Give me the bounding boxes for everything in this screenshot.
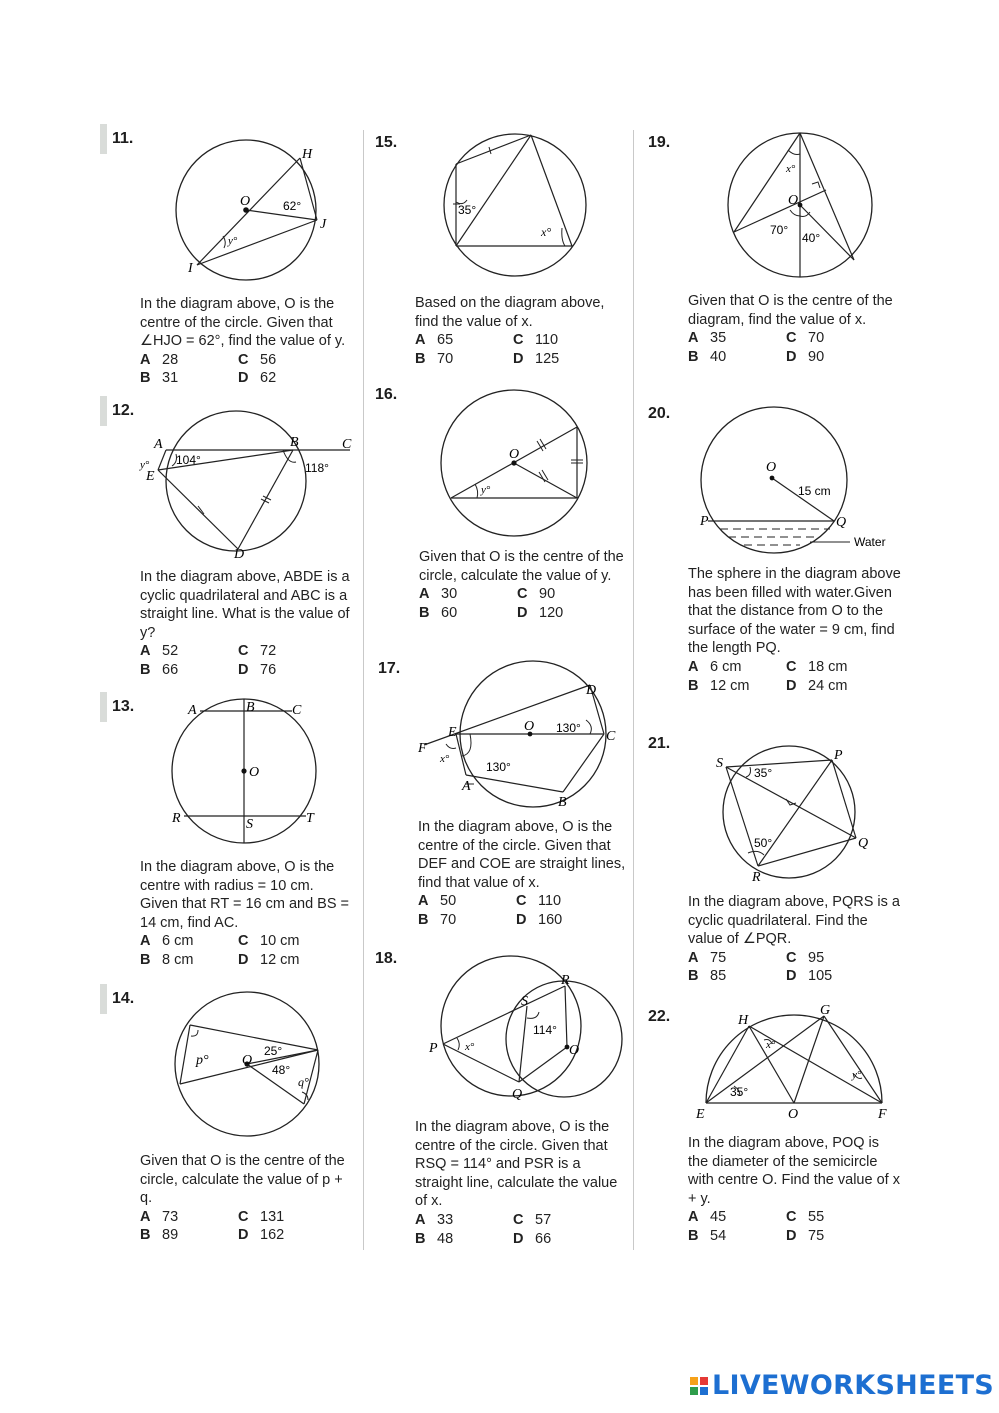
option-c[interactable]: C 10 cm <box>238 933 300 950</box>
diagram-q19 <box>728 132 878 287</box>
svg-text:E: E <box>448 725 457 740</box>
option-b[interactable]: B 66 <box>140 661 179 678</box>
option-b[interactable]: B 8 cm <box>140 951 194 968</box>
question-number: 20. <box>648 405 671 422</box>
svg-text:O: O <box>524 719 535 734</box>
column-divider <box>633 130 634 1250</box>
svg-text:C: C <box>342 437 352 452</box>
question-number: 19. <box>648 134 671 151</box>
option-b[interactable]: B 48 <box>415 1230 454 1247</box>
option-d[interactable]: D 125 <box>513 350 560 367</box>
liveworksheets-logo[interactable] <box>690 1370 994 1401</box>
svg-text:x°: x° <box>440 753 450 765</box>
question-text: Given that O is the centre of the circle, calculate the value of y. A 30 C 90 B 60 D 120 <box>419 548 634 622</box>
diagram-q20 <box>700 405 910 570</box>
question-text: In the diagram above, POQ is the diameter of the semicircle with centre O. Find the value of x + y. A 45 C 55 B 54 D 75 <box>688 1134 903 1246</box>
option-d[interactable]: D 105 <box>786 968 833 985</box>
question-text: In the diagram above, O is the centre with radius = 10 cm. Given that RT = 16 cm and BS = 14 cm, find AC. A 6 cm C 10 cm B 8 cm D 12 cm <box>140 858 355 970</box>
svg-text:118°: 118° <box>305 461 329 475</box>
answer-options <box>688 658 903 695</box>
question-number: 22. <box>648 1008 671 1025</box>
svg-text:x°: x° <box>541 225 552 239</box>
svg-text:y°: y° <box>228 235 238 247</box>
question-number: 18. <box>375 950 398 967</box>
answer-options <box>140 1208 355 1245</box>
svg-text:50°: 50° <box>754 836 773 850</box>
option-c[interactable]: C 55 <box>786 1209 825 1226</box>
option-a[interactable]: A 73 <box>140 1208 179 1225</box>
option-a[interactable]: A 6 cm <box>140 933 194 950</box>
svg-text:p°: p° <box>196 1053 209 1068</box>
svg-text:F: F <box>418 741 427 756</box>
diagram-q14 <box>172 992 332 1147</box>
svg-text:C: C <box>292 703 302 718</box>
question-text: In the diagram above, PQRS is a cyclic quadrilateral. Find the value of ∠PQR. A 75 C 95 B 85 D 105 <box>688 893 903 986</box>
svg-text:y°: y° <box>481 484 491 496</box>
option-d[interactable]: D 12 cm <box>238 951 300 968</box>
answer-options <box>415 331 630 368</box>
svg-text:Q: Q <box>836 515 847 530</box>
svg-text:O: O <box>240 194 251 209</box>
question-text: In the diagram above, O is the centre of the circle. Given that DEF and COE are straight lines, find that value of x. A 50 C 110 B 70 D 160 <box>418 818 633 930</box>
svg-text:I: I <box>188 261 193 276</box>
option-b[interactable]: B 40 <box>688 348 727 365</box>
option-b[interactable]: B 12 cm <box>688 677 750 694</box>
option-a[interactable]: A 52 <box>140 643 179 660</box>
svg-text:y°: y° <box>140 459 150 471</box>
question-number: 17. <box>378 660 401 677</box>
option-c[interactable]: C 18 cm <box>786 658 848 675</box>
diagram-q18 <box>427 954 627 1114</box>
svg-text:D: D <box>586 683 597 698</box>
svg-text:B: B <box>558 795 567 810</box>
svg-text:O: O <box>509 447 520 462</box>
option-c[interactable]: C 90 <box>517 586 556 603</box>
svg-text:70°: 70° <box>770 223 789 237</box>
option-c[interactable]: C 72 <box>238 643 277 660</box>
option-a[interactable]: A 35 <box>688 330 727 347</box>
option-c[interactable]: C 131 <box>238 1208 285 1225</box>
question-number: 21. <box>648 735 671 752</box>
svg-text:H: H <box>302 147 313 162</box>
option-c[interactable]: C 110 <box>516 893 562 910</box>
svg-text:35°: 35° <box>730 1085 749 1099</box>
svg-text:x°: x° <box>786 163 796 175</box>
question-number: 12. <box>100 402 134 420</box>
answer-options <box>140 351 355 388</box>
svg-text:Q: Q <box>512 1087 523 1102</box>
svg-text:O: O <box>788 193 799 208</box>
svg-text:x°: x° <box>766 1039 776 1051</box>
question-number: 13. <box>100 698 134 716</box>
svg-text:y°: y° <box>852 1069 862 1081</box>
svg-text:48°: 48° <box>272 1063 291 1077</box>
option-c[interactable]: C 95 <box>786 949 825 966</box>
answer-options <box>415 1211 630 1248</box>
diagram-q16 <box>439 388 599 548</box>
logo-icon <box>690 1377 708 1395</box>
svg-text:S: S <box>246 817 253 832</box>
svg-text:G: G <box>820 1003 831 1018</box>
svg-text:T: T <box>306 811 314 826</box>
option-c[interactable]: C 110 <box>513 332 559 349</box>
option-d[interactable]: D 76 <box>238 661 277 678</box>
svg-text:P: P <box>429 1041 438 1056</box>
option-a[interactable]: A 75 <box>688 949 727 966</box>
svg-text:130°: 130° <box>556 721 581 735</box>
svg-text:C: C <box>606 729 616 744</box>
svg-text:A: A <box>188 703 197 718</box>
option-d[interactable]: D 66 <box>513 1230 552 1247</box>
option-b[interactable]: B 89 <box>140 1227 179 1244</box>
svg-text:O: O <box>242 1053 253 1068</box>
option-d[interactable]: D 120 <box>517 604 564 621</box>
diagram-q15 <box>443 132 593 287</box>
option-c[interactable]: C 70 <box>786 330 825 347</box>
diagram-q12 <box>138 406 368 561</box>
question-text: The sphere in the diagram above has been filled with water.Given that the distance from O to the surface of the water = 9 cm, find the length PQ. A 6 cm C 18 cm B 12 cm D 24 cm <box>688 565 903 695</box>
svg-text:104°: 104° <box>176 453 201 467</box>
svg-text:Water: Water <box>854 535 886 549</box>
question-text: Given that O is the centre of the circle, calculate the value of p + q. A 73 C 131 B 89 D 162 <box>140 1152 355 1245</box>
option-a[interactable]: A 30 <box>419 586 458 603</box>
column-divider <box>363 130 364 1250</box>
question-text: Based on the diagram above, find the value of x. A 65 C 110 B 70 D 125 <box>415 294 630 368</box>
option-a[interactable]: A 33 <box>415 1211 454 1228</box>
svg-text:O: O <box>249 765 260 780</box>
option-a[interactable]: A 28 <box>140 351 179 368</box>
svg-text:35°: 35° <box>458 203 477 217</box>
option-b[interactable]: B 54 <box>688 1227 727 1244</box>
svg-text:R: R <box>752 870 761 885</box>
question-number: 14. <box>100 990 134 1008</box>
answer-options <box>140 932 355 969</box>
option-b[interactable]: B 85 <box>688 968 727 985</box>
option-b[interactable]: B 70 <box>415 350 454 367</box>
brand-name: LIVEWORKSHEETS <box>712 1370 995 1401</box>
svg-text:J: J <box>320 217 327 232</box>
svg-text:35°: 35° <box>754 766 773 780</box>
svg-text:130°: 130° <box>486 760 511 774</box>
svg-text:A: A <box>462 779 471 794</box>
svg-text:114°: 114° <box>533 1023 557 1037</box>
option-d[interactable]: D 160 <box>516 911 563 928</box>
svg-text:A: A <box>154 437 163 452</box>
svg-text:P: P <box>700 514 709 529</box>
svg-text:R: R <box>172 811 181 826</box>
option-d[interactable]: D 62 <box>238 370 277 387</box>
answer-options <box>688 1208 903 1245</box>
svg-text:F: F <box>878 1107 887 1122</box>
svg-text:B: B <box>246 700 255 715</box>
option-c[interactable]: C 56 <box>238 351 277 368</box>
svg-text:R: R <box>561 973 570 988</box>
question-text: In the diagram above, O is the centre of the circle. Given that ∠HJO = 62°, find the value of y. A 28 C 56 B 31 D 62 <box>140 295 355 388</box>
option-a[interactable]: A 6 cm <box>688 658 742 675</box>
question-text: Given that O is the centre of the diagram, find the value of x. A 35 C 70 B 40 D 90 <box>688 292 903 366</box>
svg-text:P: P <box>834 748 843 763</box>
diagram-q11 <box>170 132 330 282</box>
svg-text:q°: q° <box>298 1075 309 1089</box>
svg-text:62°: 62° <box>283 199 302 213</box>
svg-text:O: O <box>788 1107 799 1122</box>
option-b[interactable]: B 70 <box>418 911 457 928</box>
option-a[interactable]: A 45 <box>688 1209 727 1226</box>
option-a[interactable]: A 50 <box>418 893 457 910</box>
option-d[interactable]: D 24 cm <box>786 677 848 694</box>
svg-text:D: D <box>234 547 245 562</box>
diagram-q17 <box>418 660 618 815</box>
question-text: In the diagram above, ABDE is a cyclic quadrilateral and ABC is a straight line. What is the value of y? A 52 C 72 B 66 D 76 <box>140 568 355 680</box>
diagram-q22 <box>694 1004 904 1129</box>
diagram-q13 <box>170 698 330 848</box>
svg-text:40°: 40° <box>802 231 821 245</box>
option-c[interactable]: C 57 <box>513 1211 552 1228</box>
answer-options <box>419 585 634 622</box>
svg-text:Q: Q <box>858 836 869 851</box>
question-text: In the diagram above, O is the centre of the circle. Given that RSQ = 114° and PSR is a straight line, calculate the value of x. A 33 C 57 B 48 D 66 <box>415 1118 630 1248</box>
svg-text:B: B <box>290 435 299 450</box>
answer-options <box>418 892 633 929</box>
question-number: 16. <box>375 386 398 403</box>
svg-text:25°: 25° <box>264 1044 283 1058</box>
option-b[interactable]: B 60 <box>419 604 458 621</box>
question-number: 11. <box>100 130 133 148</box>
diagram-q21 <box>710 745 890 890</box>
svg-text:x°: x° <box>465 1041 475 1053</box>
svg-text:S: S <box>521 994 528 1009</box>
option-b[interactable]: B 31 <box>140 370 179 387</box>
svg-text:O: O <box>569 1043 580 1058</box>
svg-text:E: E <box>146 469 155 484</box>
svg-text:O: O <box>766 460 777 475</box>
question-number: 15. <box>375 134 398 151</box>
answer-options <box>140 642 355 679</box>
answer-options <box>688 949 903 986</box>
option-a[interactable]: A 65 <box>415 332 454 349</box>
option-d[interactable]: D 162 <box>238 1227 285 1244</box>
svg-text:15 cm: 15 cm <box>798 484 831 498</box>
svg-text:S: S <box>716 756 723 771</box>
option-d[interactable]: D 75 <box>786 1227 825 1244</box>
svg-text:H: H <box>738 1013 749 1028</box>
answer-options <box>688 329 903 366</box>
option-d[interactable]: D 90 <box>786 348 825 365</box>
svg-text:E: E <box>696 1107 705 1122</box>
